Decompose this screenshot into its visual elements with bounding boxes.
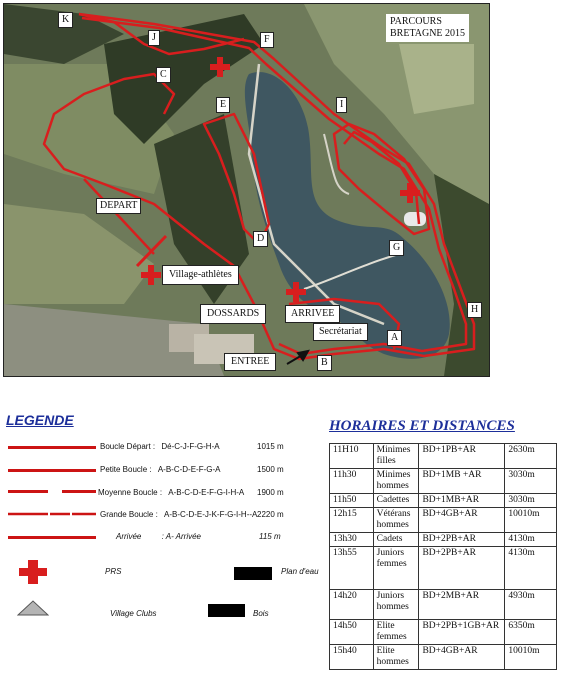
checkpoint-a: A xyxy=(387,330,402,346)
schedule-cell-course: BD+2PB+AR xyxy=(419,533,505,547)
schedule-row xyxy=(330,469,557,494)
legend-distance: 1500 m xyxy=(257,465,284,474)
schedule-cell-distance: 4930m xyxy=(505,590,557,620)
legend-route: : A- Arrivée xyxy=(161,532,201,541)
schedule-cell-course: BD+4GB+AR xyxy=(419,508,505,533)
map-title xyxy=(386,14,469,42)
checkpoint-k: K xyxy=(58,12,73,28)
schedule-cell-distance: 3030m xyxy=(505,494,557,508)
legend-item-arrivee xyxy=(116,532,201,541)
schedule-row xyxy=(330,508,557,533)
legend-item-boucle-depart xyxy=(100,442,220,451)
schedule-row xyxy=(330,590,557,620)
checkpoint-b: B xyxy=(317,355,332,371)
legend-route: A-B-C-D-E-F-G-I-H-A xyxy=(168,488,245,497)
legend-item-grande-boucle xyxy=(100,510,257,519)
schedule-cell-time: 11H10 xyxy=(330,444,374,469)
schedule-row xyxy=(330,620,557,645)
schedule-cell-category: Elite femmes xyxy=(373,620,419,645)
schedule-row xyxy=(330,494,557,508)
schedule-row xyxy=(330,645,557,670)
schedule-cell-distance: 4130m xyxy=(505,547,557,590)
schedule-cell-distance: 2630m xyxy=(505,444,557,469)
legend-route: A-B-C-D-E-J-K-F-G-I-H--A xyxy=(164,510,258,519)
schedule-cell-time: 11h30 xyxy=(330,469,374,494)
depart-label: DEPART xyxy=(96,198,141,214)
schedule-cell-course: BD+2PB+1GB+AR xyxy=(419,620,505,645)
schedule-cell-distance: 10010m xyxy=(505,645,557,670)
legend-distance: 1900 m xyxy=(257,488,284,497)
arrivee-label: ARRIVEE xyxy=(285,305,340,323)
checkpoint-e: E xyxy=(216,97,230,113)
legend-route: A-B-C-D-E-F-G-A xyxy=(157,465,221,474)
legend-line-arrivee xyxy=(8,536,96,539)
schedule-cell-category: Minimes filles xyxy=(373,444,419,469)
secretariat-label: Secrétariat xyxy=(313,323,368,341)
legend-line-petite-boucle xyxy=(8,469,96,472)
legend-bois-label: Bois xyxy=(253,609,269,618)
schedule-cell-category: Elite hommes xyxy=(373,645,419,670)
schedule-cell-time: 11h50 xyxy=(330,494,374,508)
checkpoint-c: C xyxy=(156,67,171,83)
schedule-table xyxy=(329,443,557,670)
schedule-cell-course: BD+1PB+AR xyxy=(419,444,505,469)
legend-item-petite-boucle xyxy=(100,465,220,474)
legend-name: Grande Boucle : xyxy=(100,510,158,519)
schedule-cell-distance: 10010m xyxy=(505,508,557,533)
schedule-cell-category: Juniors femmes xyxy=(373,547,419,590)
schedule-row xyxy=(330,533,557,547)
legend-prs-label: PRS xyxy=(105,567,122,576)
schedule-cell-time: 14h20 xyxy=(330,590,374,620)
schedule-cell-category: Vétérans hommes xyxy=(373,508,419,533)
schedule-cell-course: BD+4GB+AR xyxy=(419,645,505,670)
schedule-cell-distance: 3030m xyxy=(505,469,557,494)
bois-swatch xyxy=(208,604,245,617)
dossards-label: DOSSARDS xyxy=(200,304,266,324)
legend-line-moyenne-boucle-a xyxy=(8,490,48,493)
plan-eau-swatch xyxy=(234,567,272,580)
schedule-cell-course: BD+2MB+AR xyxy=(419,590,505,620)
schedule-cell-category: Cadets xyxy=(373,533,419,547)
legend-item-moyenne-boucle xyxy=(98,488,244,497)
legend-distance: 115 m xyxy=(259,532,281,541)
schedule-cell-distance: 4130m xyxy=(505,533,557,547)
legend-line-grande-boucle xyxy=(8,511,98,517)
schedule-row xyxy=(330,547,557,590)
schedule-cell-time: 13h55 xyxy=(330,547,374,590)
course-map xyxy=(3,3,490,377)
checkpoint-i: I xyxy=(336,97,347,113)
map-title-line1: PARCOURS xyxy=(390,16,442,27)
checkpoint-h: H xyxy=(467,302,482,318)
schedule-cell-course: BD+1MB +AR xyxy=(419,469,505,494)
checkpoint-f: F xyxy=(260,32,274,48)
village-clubs-triangle-icon xyxy=(17,600,49,616)
legend-title: LEGENDE xyxy=(6,412,74,428)
legend-distance: 2220 m xyxy=(257,510,284,519)
schedule-cell-course: BD+2PB+AR xyxy=(419,547,505,590)
schedule-cell-course: BD+1MB+AR xyxy=(419,494,505,508)
schedule-cell-category: Minimes hommes xyxy=(373,469,419,494)
schedule-cell-time: 14h50 xyxy=(330,620,374,645)
schedule-cell-category: Cadettes xyxy=(373,494,419,508)
legend-name: Petite Boucle : xyxy=(100,465,152,474)
legend-route: Dé-C-J-F-G-H-A xyxy=(161,442,220,451)
schedule-cell-time: 12h15 xyxy=(330,508,374,533)
legend-plan-eau-label: Plan d'eau xyxy=(281,567,319,576)
village-athletes-label: Village-athlètes xyxy=(162,265,239,285)
schedule-cell-distance: 6350m xyxy=(505,620,557,645)
legend-village-clubs-label: Village Clubs xyxy=(110,609,157,618)
schedule-cell-category: Juniors hommes xyxy=(373,590,419,620)
schedule-row xyxy=(330,444,557,469)
legend-line-moyenne-boucle-b xyxy=(62,490,96,493)
schedule-title: HORAIRES ET DISTANCES xyxy=(329,418,515,434)
legend-distance: 1015 m xyxy=(257,442,284,451)
legend-line-boucle-depart xyxy=(8,446,96,449)
prs-cross-icon xyxy=(19,560,47,584)
legend-name: Boucle Départ : xyxy=(100,442,156,451)
entree-label: ENTREE xyxy=(224,353,276,371)
map-title-line2: BRETAGNE 2015 xyxy=(390,28,466,39)
schedule-cell-time: 15h40 xyxy=(330,645,374,670)
checkpoint-d: D xyxy=(253,231,268,247)
legend-name: Arrivée xyxy=(116,532,142,541)
legend-name: Moyenne Boucle : xyxy=(98,488,163,497)
checkpoint-g: G xyxy=(389,240,404,256)
schedule-cell-time: 13h30 xyxy=(330,533,374,547)
checkpoint-j: J xyxy=(148,30,160,46)
